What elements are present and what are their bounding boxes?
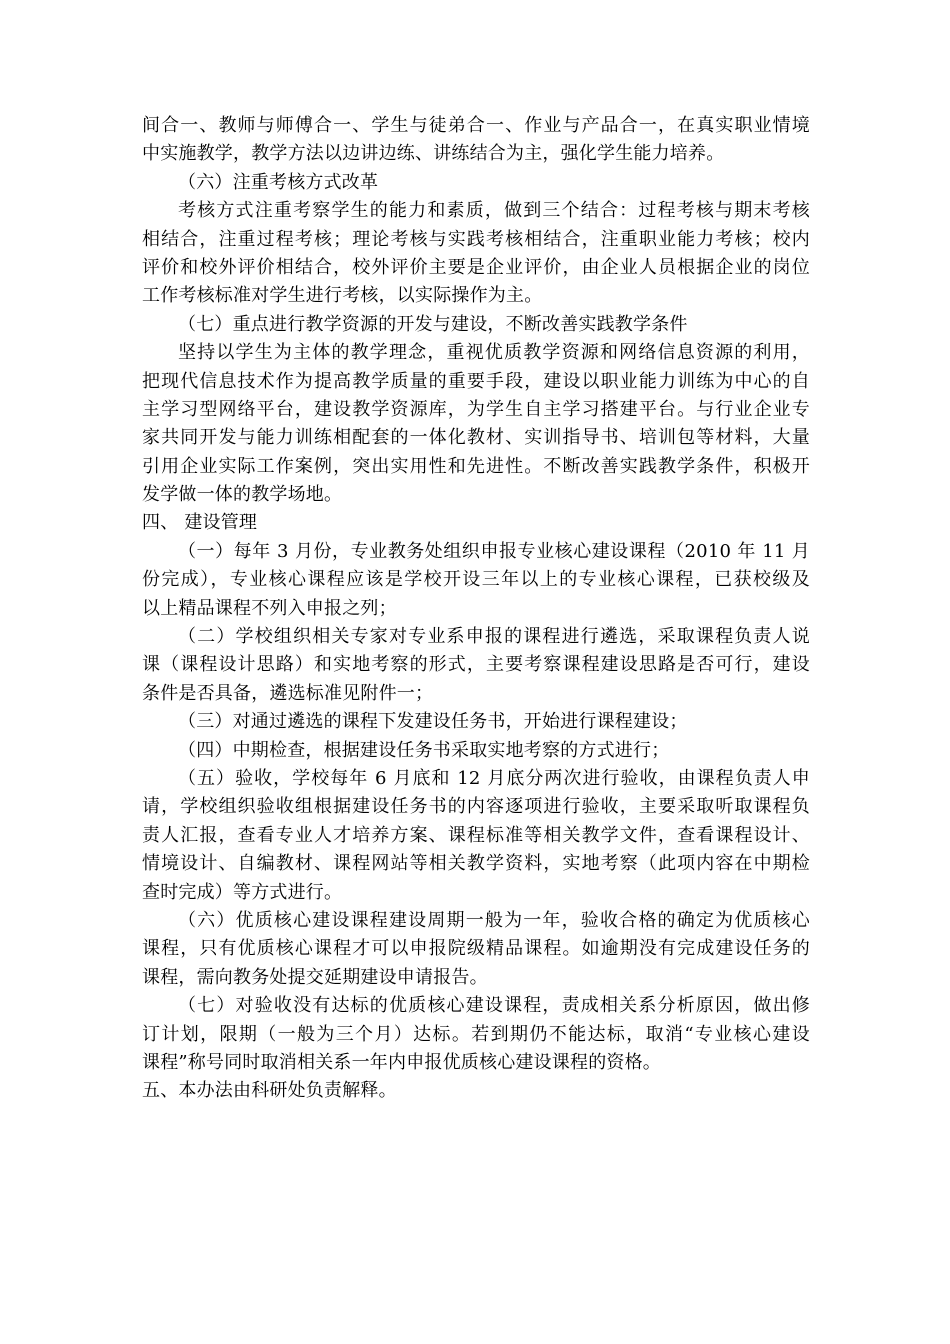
paragraph-0-line-0: 间合一、教师与师傅合一、学生与徒弟合一、作业与产品合一，在真实职业情境 bbox=[142, 115, 810, 136]
paragraph-11-line-1: 课程，只有优质核心课程才可以申报院级精品课程。如逾期没有完成建设任务的 bbox=[142, 938, 810, 960]
paragraph-1-line-0: （六）注重考核方式改革 bbox=[178, 171, 379, 193]
paragraph-8-line-0: （三）对通过遴选的课程下发建设任务书，开始进行课程建设； bbox=[178, 711, 688, 733]
paragraph-13-line-0: 五、本办法由科研处负责解释。 bbox=[142, 1080, 397, 1102]
paragraph-12-line-0: （七）对验收没有达标的优质核心建设课程，责成相关系分析原因，做出修 bbox=[178, 995, 810, 1017]
paragraph-2-line-3: 工作考核标准对学生进行考核，以实际操作为主。 bbox=[142, 285, 543, 307]
paragraph-2-line-0: 考核方式注重考察学生的能力和素质，做到三个结合：过程考核与期末考核 bbox=[178, 200, 810, 222]
paragraph-4-line-4: 引用企业实际工作案例，突出实用性和先进性。不断改善实践教学条件，积极开 bbox=[142, 455, 810, 477]
paragraph-4-line-0: 坚持以学生为主体的教学理念，重视优质教学资源和网络信息资源的利用， bbox=[178, 342, 810, 364]
paragraph-3-line-0: （七）重点进行教学资源的开发与建设，不断改善实践教学条件 bbox=[178, 313, 688, 335]
paragraph-10-line-2: 责人汇报，查看专业人才培养方案、课程标准等相关教学文件，查看课程设计、 bbox=[142, 824, 810, 846]
paragraph-11-line-2: 课程，需向教务处提交延期建设申请报告。 bbox=[142, 966, 488, 988]
document-body bbox=[142, 112, 810, 1106]
paragraph-11-line-0: （六）优质核心建设课程建设周期一般为一年，验收合格的确定为优质核心 bbox=[178, 909, 810, 931]
paragraph-4-line-5: 发学做一体的教学场地。 bbox=[142, 484, 343, 506]
paragraph-0-line-1: 中实施教学，教学方法以边讲边练、讲练结合为主，强化学生能力培养。 bbox=[142, 143, 725, 165]
paragraph-6-line-0: （一）每年 3 月份，专业教务处组织申报专业核心建设课程（2010 年 11 月 bbox=[178, 540, 810, 562]
paragraph-10-line-0: （五）验收，学校每年 6 月底和 12 月底分两次进行验收，由课程负责人申 bbox=[178, 767, 810, 789]
paragraph-4-line-1: 把现代信息技术作为提高教学质量的重要手段，建设以职业能力训练为中心的自 bbox=[142, 370, 810, 392]
paragraph-10-line-4: 查时完成）等方式进行。 bbox=[142, 881, 343, 903]
paragraph-6-line-1: 份完成），专业核心课程应该是学校开设三年以上的专业核心课程，已获校级及 bbox=[142, 569, 810, 591]
paragraph-10-line-1: 请，学校组织验收组根据建设任务书的内容逐项进行验收，主要采取听取课程负 bbox=[142, 796, 810, 818]
paragraph-6-line-2: 以上精品课程不列入申报之列； bbox=[142, 597, 397, 619]
paragraph-7-line-1: 课（课程设计思路）和实地考察的形式，主要考察课程建设思路是否可行，建设 bbox=[142, 654, 810, 676]
paragraph-12-line-2: 课程”称号同时取消相关系一年内申报优质核心建设课程的资格。 bbox=[142, 1051, 661, 1073]
paragraph-7-line-0: （二）学校组织相关专家对专业系申报的课程进行遴选，采取课程负责人说 bbox=[178, 626, 810, 648]
paragraph-4-line-3: 家共同开发与能力训练相配套的一体化教材、实训指导书、培训包等材料，大量 bbox=[142, 427, 810, 449]
paragraph-4-line-2: 主学习型网络平台，建设教学资源库，为学生自主学习搭建平台。与行业企业专 bbox=[142, 398, 810, 420]
paragraph-12-line-1: 订计划，限期（一般为三个月）达标。若到期仍不能达标，取消“专业核心建设 bbox=[142, 1023, 810, 1045]
paragraph-5-line-0: 四、 建设管理 bbox=[142, 512, 258, 534]
paragraph-7-line-2: 条件是否具备，遴选标准见附件一； bbox=[142, 682, 434, 704]
paragraph-2-line-1: 相结合，注重过程考核；理论考核与实践考核相结合，注重职业能力考核；校内 bbox=[142, 228, 810, 250]
paragraph-2-line-2: 评价和校外评价相结合，校外评价主要是企业评价，由企业人员根据企业的岗位 bbox=[142, 256, 810, 278]
paragraph-10-line-3: 情境设计、自编教材、课程网站等相关教学资料，实地考察（此项内容在中期检 bbox=[142, 853, 810, 875]
paragraph-9-line-0: （四）中期检查，根据建设任务书采取实地考察的方式进行； bbox=[178, 739, 670, 761]
